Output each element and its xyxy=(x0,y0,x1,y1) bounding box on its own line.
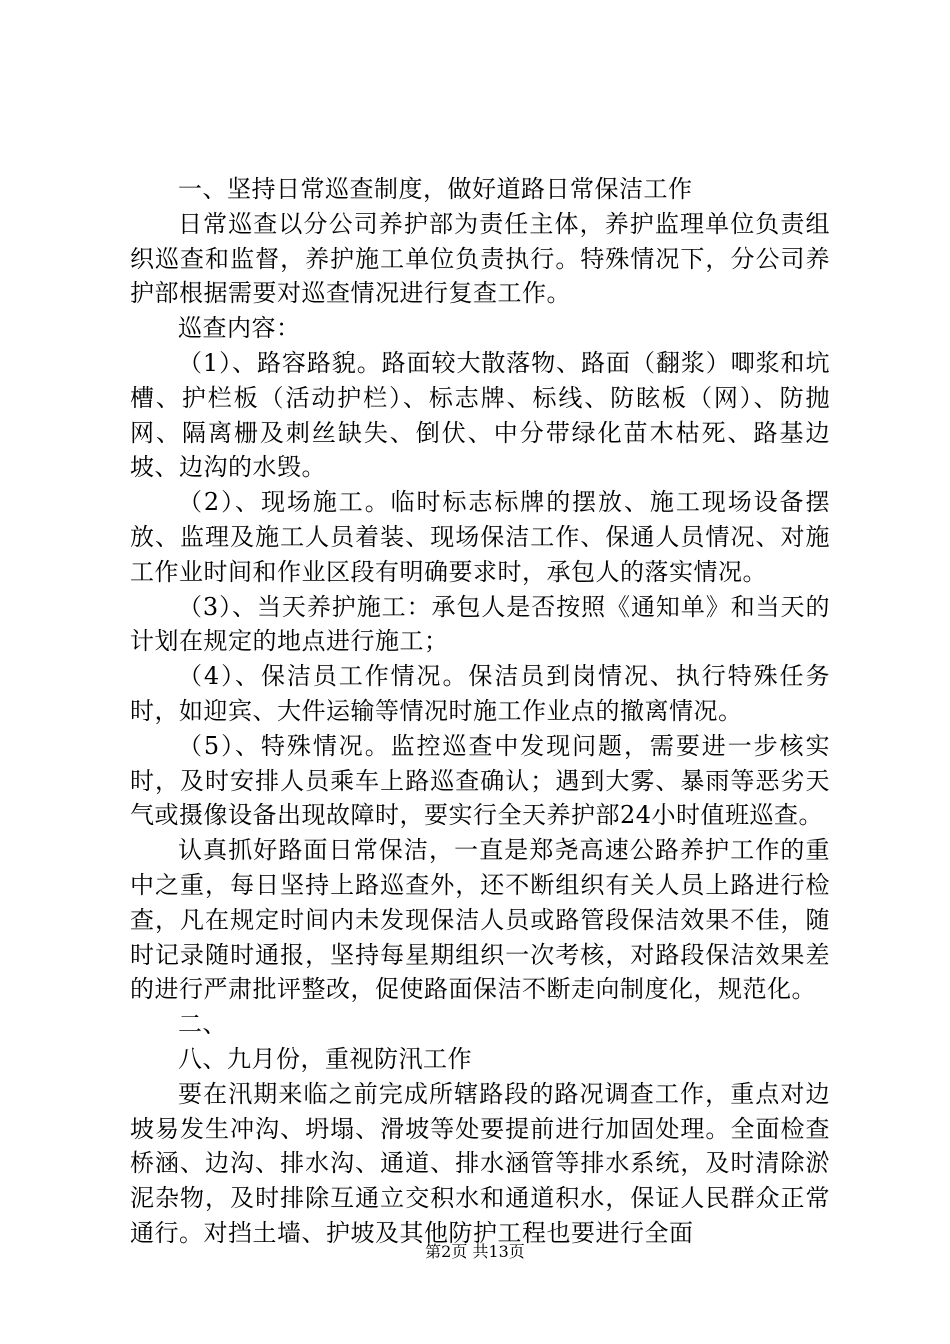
list-item-3-daily-maintenance: （3）、当天养护施工：承包人是否按照《通知单》和当天的计划在规定的地点进行施工； xyxy=(130,592,830,656)
paragraph-road-cleaning: 认真抓好路面日常保洁，一直是郑尧高速公路养护工作的重中之重，每日坚持上路巡查外，还不断组织有关人员上路进行检查，凡在规定时间内未发现保洁人员或路管段保洁效果不佳，随时记录随时通报，坚持每星期组织一次考核，对路段保洁效果差的进行严肃批评整改，促使路面保洁不断走向制度化，规范化。 xyxy=(130,836,830,1004)
section-heading-2: 二、 xyxy=(178,1010,227,1039)
document-body xyxy=(130,172,830,1251)
list-item-2-site-construction: （2）、现场施工。临时标志标牌的摆放、施工现场设备摆放、监理及施工人员着装、现场保洁工作、保通人员情况、对施工作业时间和作业区段有明确要求时，承包人的落实情况。 xyxy=(130,488,830,586)
list-item-1-road-appearance: （1）、路容路貌。路面较大散落物、路面（翻浆）唧浆和坑槽、护栏板（活动护栏）、标志牌、标线、防眩板（网）、防抛网、隔离栅及刺丝缺失、倒伏、中分带绿化苗木枯死、路基边坡、边沟的水毁。 xyxy=(130,348,830,482)
page-footer: 第2页 共13页 xyxy=(425,1242,525,1261)
list-item-4-cleaner-status: （4）、保洁员工作情况。保洁员到岗情况、执行特殊任务时，如迎宾、大件运输等情况时施工作业点的撤离情况。 xyxy=(130,662,830,725)
section-heading-flood-prevention: 八、九月份，重视防汛工作 xyxy=(178,1044,472,1073)
paragraph-inspection-responsibility: 日常巡查以分公司养护部为责任主体，养护监理单位负责组织巡查和监督，养护施工单位负责执行。特殊情况下，分公司养护部根据需要对巡查情况进行复查工作。 xyxy=(130,209,830,308)
section-heading-1: 一、坚持日常巡查制度，做好道路日常保洁工作 xyxy=(178,175,693,203)
list-item-5-special-situations: （5）、特殊情况。监控巡查中发现问题，需要进一步核实时，及时安排人员乘车上路巡查确认；遇到大雾、暴雨等恶劣天气或摄像设备出现故障时，要实行全天养护部24小时值班巡查。 xyxy=(130,731,830,830)
paragraph-inspection-content-label: 巡查内容： xyxy=(178,314,301,343)
paragraph-flood-prevention: 要在汛期来临之前完成所辖路段的路况调查工作，重点对边坡易发生冲沟、坍塌、滑坡等处要提前进行加固处理。全面检查桥涵、边沟、排水沟、通道、排水涵管等排水系统，及时清除淤泥杂物，及时排除互通立交积水和通道积水，保证人民群众正常通行。对挡土墙、护坡及其他防护工程也要进行全面 xyxy=(130,1079,830,1247)
